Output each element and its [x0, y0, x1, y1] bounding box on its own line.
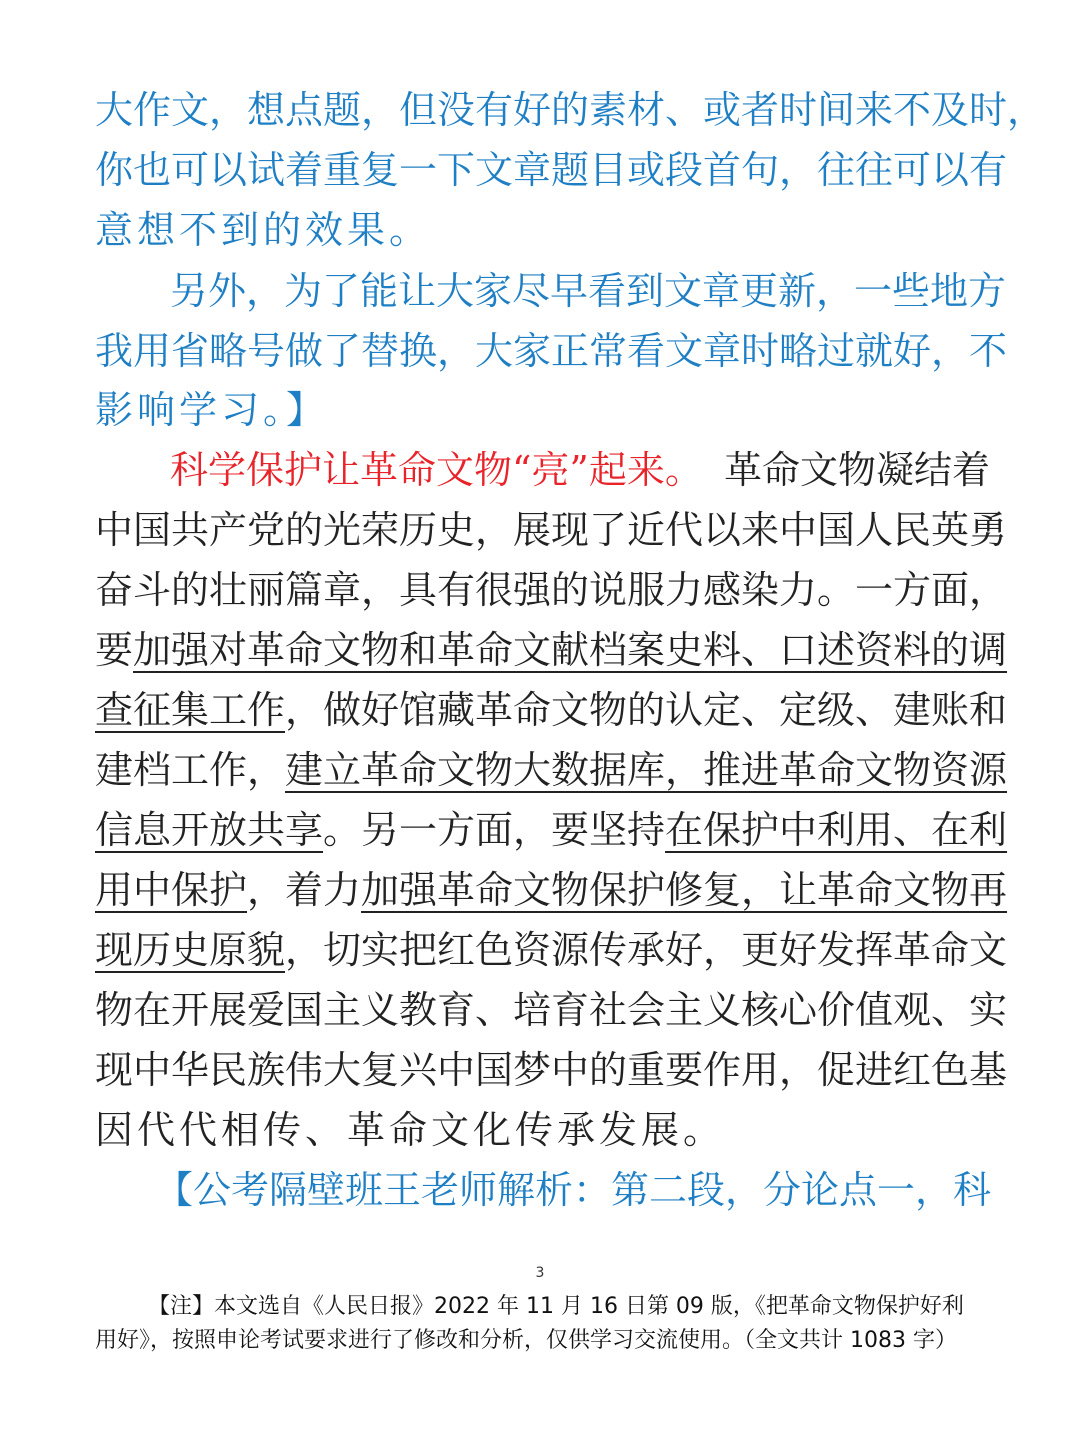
paragraph-line-8: [95, 861, 1008, 919]
underlined-phrase: 现历史原貌: [95, 928, 286, 972]
paragraph-text: ，着力: [247, 868, 362, 912]
paragraph-text: 革命文物凝结着: [723, 448, 990, 492]
footnote-line-1: 【注】本文选自《人民日报》2022 年 11 月 16 日第 09 版，《把革命文物保护好利: [148, 1294, 964, 1319]
paragraph-line-12: 因代代相传、革命文化传承发展。: [95, 1108, 726, 1152]
intro-line-5: 我用省略号做了替换，大家正常看文章时略过就好，不: [95, 329, 1008, 373]
intro-line-2: 你也可以试着重复一下文章题目或段首句，往往可以有: [95, 148, 1008, 192]
paragraph-line-1: [170, 441, 990, 499]
paragraph-line-5: [95, 681, 1008, 739]
paragraph-text: ，做好馆藏革命文物的认定、定级、建账和: [285, 688, 1008, 732]
paragraph-line-6: [95, 741, 1008, 799]
underlined-phrase: 用中保护: [95, 868, 248, 912]
intro-line-4: 另外，为了能让大家尽早看到文章更新，一些地方: [170, 269, 1007, 313]
intro-line-3: 意想不到的效果。: [95, 208, 432, 252]
analysis-line: 【公考隔壁班王老师解析：第二段，分论点一，科: [155, 1168, 992, 1212]
section-heading: 科学保护让革命文物“亮”起来。: [170, 448, 703, 492]
paragraph-line-11: 现中华民族伟大复兴中国梦中的重要作用，促进红色基: [95, 1048, 1008, 1092]
paragraph-line-7: [95, 801, 1008, 859]
underlined-phrase: 查征集工作: [95, 688, 286, 732]
paragraph-text: 。另一方面，要坚持: [323, 808, 666, 852]
intro-line-1: 大作文，想点题，但没有好的素材、或者时间来不及时，: [95, 88, 1046, 132]
underlined-phrase: 建立革命文物大数据库，推进革命文物资源: [285, 748, 1008, 792]
intro-line-6: 影响学习。】: [95, 388, 329, 432]
footnote-line-2: 用好》，按照申论考试要求进行了修改和分析，仅供学习交流使用。（全文共计 1083 字）: [95, 1328, 957, 1353]
underlined-phrase: 加强革命文物保护修复，让革命文物再: [361, 868, 1008, 912]
underlined-phrase: 在保护中利用、在利: [665, 808, 1008, 852]
paragraph-text: ，切实把红色资源传承好，更好发挥革命文: [285, 928, 1008, 972]
underlined-phrase: 信息开放共享: [95, 808, 324, 852]
underlined-phrase: 加强对革命文物和革命文献档案史料、口述资料的调: [133, 628, 1008, 672]
paragraph-text: 建档工作，: [95, 748, 286, 792]
paragraph-line-2: 中国共产党的光荣历史，展现了近代以来中国人民英勇: [95, 508, 1008, 552]
paragraph-line-4: [95, 621, 1008, 679]
paragraph-line-9: [95, 921, 1008, 979]
paragraph-text: 要: [95, 628, 134, 672]
paragraph-line-10: 物在开展爱国主义教育、培育社会主义核心价值观、实: [95, 988, 1008, 1032]
paragraph-line-3: 奋斗的壮丽篇章，具有很强的说服力感染力。一方面，: [95, 568, 1008, 612]
page-number: 3: [535, 1265, 545, 1281]
